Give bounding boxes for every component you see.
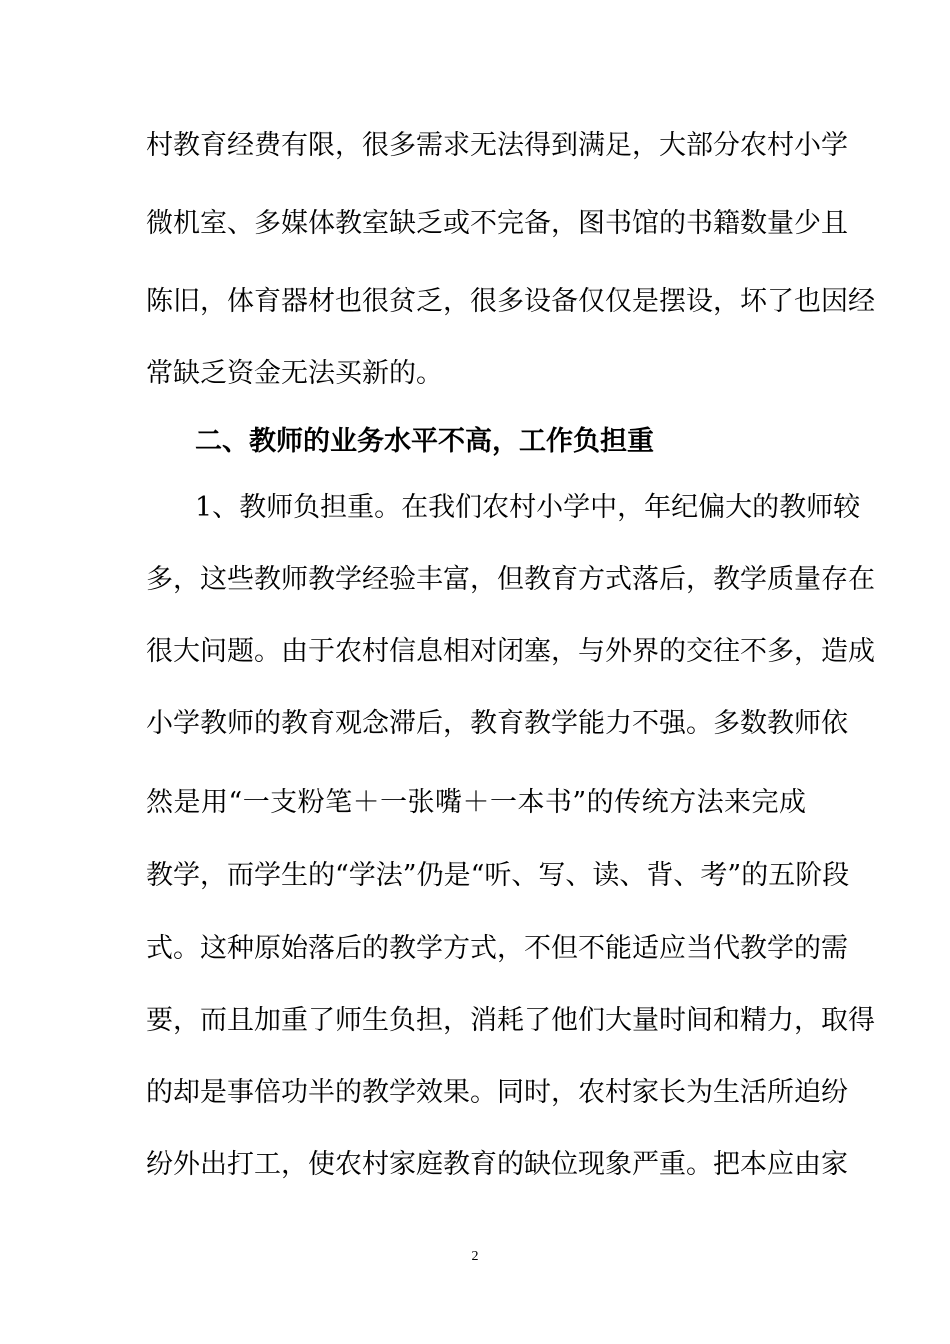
paragraph-2-line-4: 小学教师的教育观念滞后，教育教学能力不强。多数教师依: [146, 708, 848, 739]
paragraph-2-line-9: 的却是事倍功半的教学效果。同时，农村家长为生活所迫纷: [146, 1077, 848, 1108]
page-number: 2: [471, 1249, 479, 1264]
paragraph-2-line-3: 很大问题。由于农村信息相对闭塞，与外界的交往不多，造成: [146, 636, 875, 667]
paragraph-1-line-1: 村教育经费有限，很多需求无法得到满足，大部分农村小学: [146, 130, 848, 161]
paragraph-1-line-2: 微机室、多媒体教室缺乏或不完备，图书馆的书籍数量少且: [146, 208, 848, 239]
paragraph-2-line-7: 式。这种原始落后的教学方式，不但不能适应当代教学的需: [146, 933, 848, 964]
paragraph-2-line-5: 然是用“一支粉笔＋一张嘴＋一本书”的传统方法来完成: [146, 787, 806, 818]
paragraph-2-line-2: 多，这些教师教学经验丰富，但教育方式落后，教学质量存在: [146, 564, 875, 595]
paragraph-2-line-1: 1、教师负担重。在我们农村小学中，年纪偏大的教师较: [195, 492, 861, 523]
section-heading: 二、教师的业务水平不高，工作负担重: [195, 426, 654, 457]
paragraph-2-line-10: 纷外出打工，使农村家庭教育的缺位现象严重。把本应由家: [146, 1149, 848, 1180]
paragraph-1-line-4: 常缺乏资金无法买新的。: [146, 358, 443, 389]
paragraph-1-line-3: 陈旧，体育器材也很贫乏，很多设备仅仅是摆设，坏了也因经: [146, 286, 875, 317]
paragraph-2-line-8: 要，而且加重了师生负担，消耗了他们大量时间和精力，取得: [146, 1005, 875, 1036]
paragraph-2-line-6: 教学，而学生的“学法”仍是“听、写、读、背、考”的五阶段: [146, 860, 850, 891]
